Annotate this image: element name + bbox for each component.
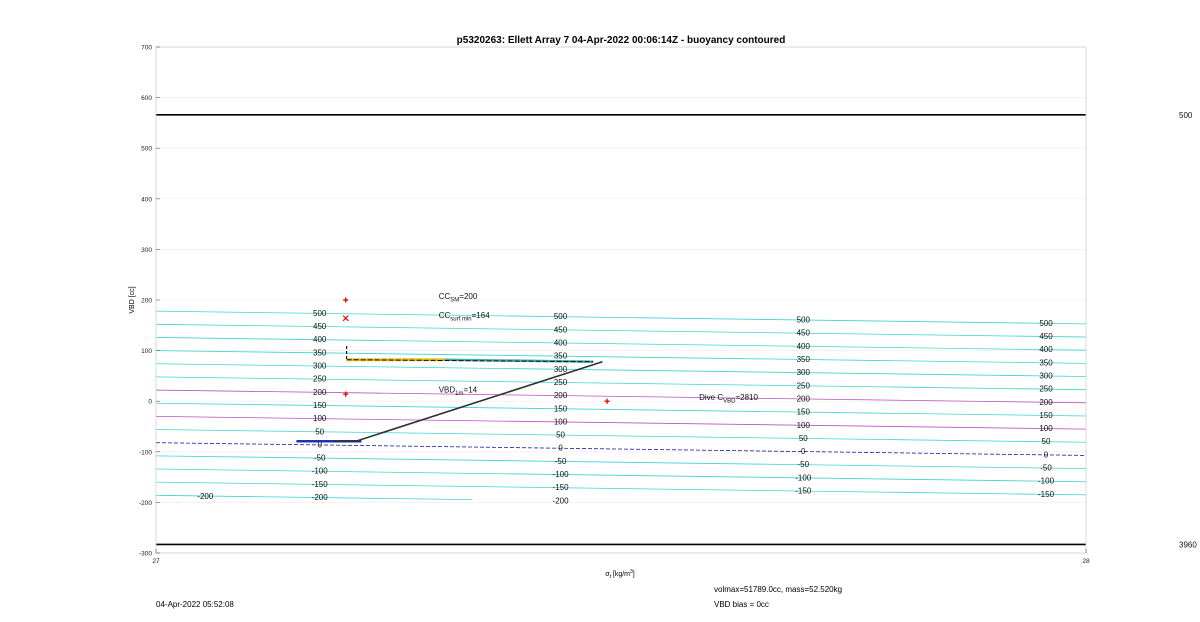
x-axis-label-sup: 3 bbox=[630, 569, 633, 575]
contour-label: -200 bbox=[311, 493, 328, 503]
y-tick-label: 300 bbox=[141, 246, 152, 254]
footer-volmax: volmax=51789.0cc, mass=52.520kg bbox=[714, 585, 843, 594]
contour-label: 50 bbox=[556, 430, 566, 440]
x-tick-label: 27 bbox=[152, 558, 160, 565]
contour-label: -50 bbox=[797, 460, 810, 470]
contour-label: 150 bbox=[1039, 410, 1053, 420]
annotation-main: VBD bbox=[438, 385, 456, 395]
x-tick-label: 28 bbox=[1082, 558, 1090, 565]
contour-label: 100 bbox=[313, 414, 327, 424]
annotation-main: Dive C bbox=[699, 393, 724, 403]
contour-label: 350 bbox=[796, 354, 810, 364]
annotation-main: CC bbox=[438, 291, 451, 301]
contour-label: 300 bbox=[553, 364, 568, 374]
contour-label: 250 bbox=[553, 377, 568, 387]
contour-label: 0 bbox=[317, 440, 322, 450]
annotation-end: =200 bbox=[459, 291, 478, 301]
y-tick-label: 200 bbox=[141, 297, 152, 305]
annotation-main: CC bbox=[438, 311, 451, 321]
contour-label: -200 bbox=[197, 491, 214, 501]
contour-label: -150 bbox=[552, 483, 569, 493]
contour-label: 200 bbox=[1039, 397, 1053, 407]
contour-label: 500 bbox=[1039, 318, 1053, 328]
contour-label: -100 bbox=[795, 473, 812, 483]
y-tick-label: 100 bbox=[141, 348, 152, 356]
contour-label: 450 bbox=[796, 328, 810, 338]
y-tick-label: -200 bbox=[138, 499, 152, 507]
contour-label: 500 bbox=[553, 312, 568, 322]
contour-label: 200 bbox=[553, 391, 568, 401]
footer-vbd-bias: VBD bias = 0cc bbox=[714, 600, 769, 609]
contour-label: 350 bbox=[1039, 358, 1053, 368]
annotation-sub: SM bbox=[450, 297, 460, 304]
vbd-max-line-label: 500 bbox=[1179, 110, 1193, 120]
y-tick-label: 0 bbox=[148, 398, 152, 406]
contour-label: -50 bbox=[313, 453, 326, 463]
contour-label: 200 bbox=[796, 394, 810, 404]
contour-label: 150 bbox=[313, 400, 327, 410]
contour-label: 300 bbox=[1039, 371, 1053, 381]
annotation-end: =14 bbox=[463, 385, 478, 395]
x-axis-label-main: σ bbox=[605, 571, 610, 578]
contour-label: 200 bbox=[313, 387, 327, 397]
contour-label: 0 bbox=[801, 447, 806, 457]
contour-label: 350 bbox=[313, 348, 327, 358]
x-axis-label-sub: t bbox=[609, 574, 611, 580]
contour-label: 250 bbox=[1039, 384, 1053, 394]
contour-label: -150 bbox=[1038, 489, 1055, 499]
contour-label: 500 bbox=[313, 308, 327, 318]
contour-label: -50 bbox=[1040, 463, 1052, 473]
contour-label: 50 bbox=[315, 427, 325, 437]
footer-timestamp: 04-Apr-2022 05:52:08 bbox=[156, 600, 234, 609]
contour-label: -150 bbox=[311, 479, 328, 489]
contour-label: -100 bbox=[1038, 476, 1055, 486]
contour-label: 100 bbox=[796, 420, 810, 430]
contour-label: 250 bbox=[796, 381, 810, 391]
chart-title: p5320263: Ellett Array 7 04-Apr-2022 00:06:14Z - buoyancy contoured bbox=[456, 35, 786, 46]
contour-label: 150 bbox=[553, 404, 568, 414]
annotation-sub: VBD bbox=[723, 398, 736, 405]
contour-label: 50 bbox=[798, 433, 808, 443]
x-axis-label-end: ] bbox=[632, 571, 635, 578]
contour-label: 400 bbox=[1039, 345, 1053, 355]
y-tick-label: 600 bbox=[141, 95, 152, 103]
y-axis-label: VBD [cc] bbox=[129, 286, 136, 314]
contour-label: 100 bbox=[553, 417, 568, 427]
contour-label: 300 bbox=[313, 361, 327, 371]
contour-label: 400 bbox=[313, 335, 327, 345]
y-tick-label: 500 bbox=[141, 145, 152, 153]
annotation-sub: surf min bbox=[450, 316, 472, 323]
contour-label: 450 bbox=[1039, 331, 1053, 341]
contour-label: 50 bbox=[1041, 437, 1051, 447]
contour-label: 450 bbox=[553, 325, 568, 335]
contour-label: 400 bbox=[796, 341, 810, 351]
contour-label: -100 bbox=[311, 466, 328, 476]
contour-label: 500 bbox=[796, 315, 810, 325]
contour-label: 350 bbox=[553, 351, 568, 361]
vbd-min-line-label: 3960 bbox=[1179, 540, 1197, 550]
contour-label: 400 bbox=[553, 338, 568, 348]
y-tick-label: 700 bbox=[141, 44, 152, 52]
contour-label: 150 bbox=[796, 407, 810, 417]
x-axis-label-unit: [kg/m bbox=[610, 571, 631, 578]
annotation-sub: 1m bbox=[455, 391, 464, 398]
contour-label: -150 bbox=[795, 486, 812, 496]
contour-label: -100 bbox=[552, 470, 569, 480]
contour-label: 0 bbox=[1043, 450, 1049, 460]
annotation-end: =2810 bbox=[735, 393, 758, 403]
contour-label: 0 bbox=[558, 443, 563, 453]
y-tick-label: -300 bbox=[138, 550, 152, 558]
contour-label: 450 bbox=[313, 322, 327, 332]
y-tick-label: -100 bbox=[138, 449, 152, 457]
contour-label: 300 bbox=[796, 368, 810, 378]
contour-label: 250 bbox=[313, 374, 327, 384]
contour-label: -200 bbox=[552, 496, 569, 506]
contour-label: -50 bbox=[554, 456, 567, 466]
annotation-end: =164 bbox=[471, 311, 490, 321]
contour-label: 100 bbox=[1039, 424, 1053, 434]
y-tick-label: 400 bbox=[141, 196, 152, 204]
